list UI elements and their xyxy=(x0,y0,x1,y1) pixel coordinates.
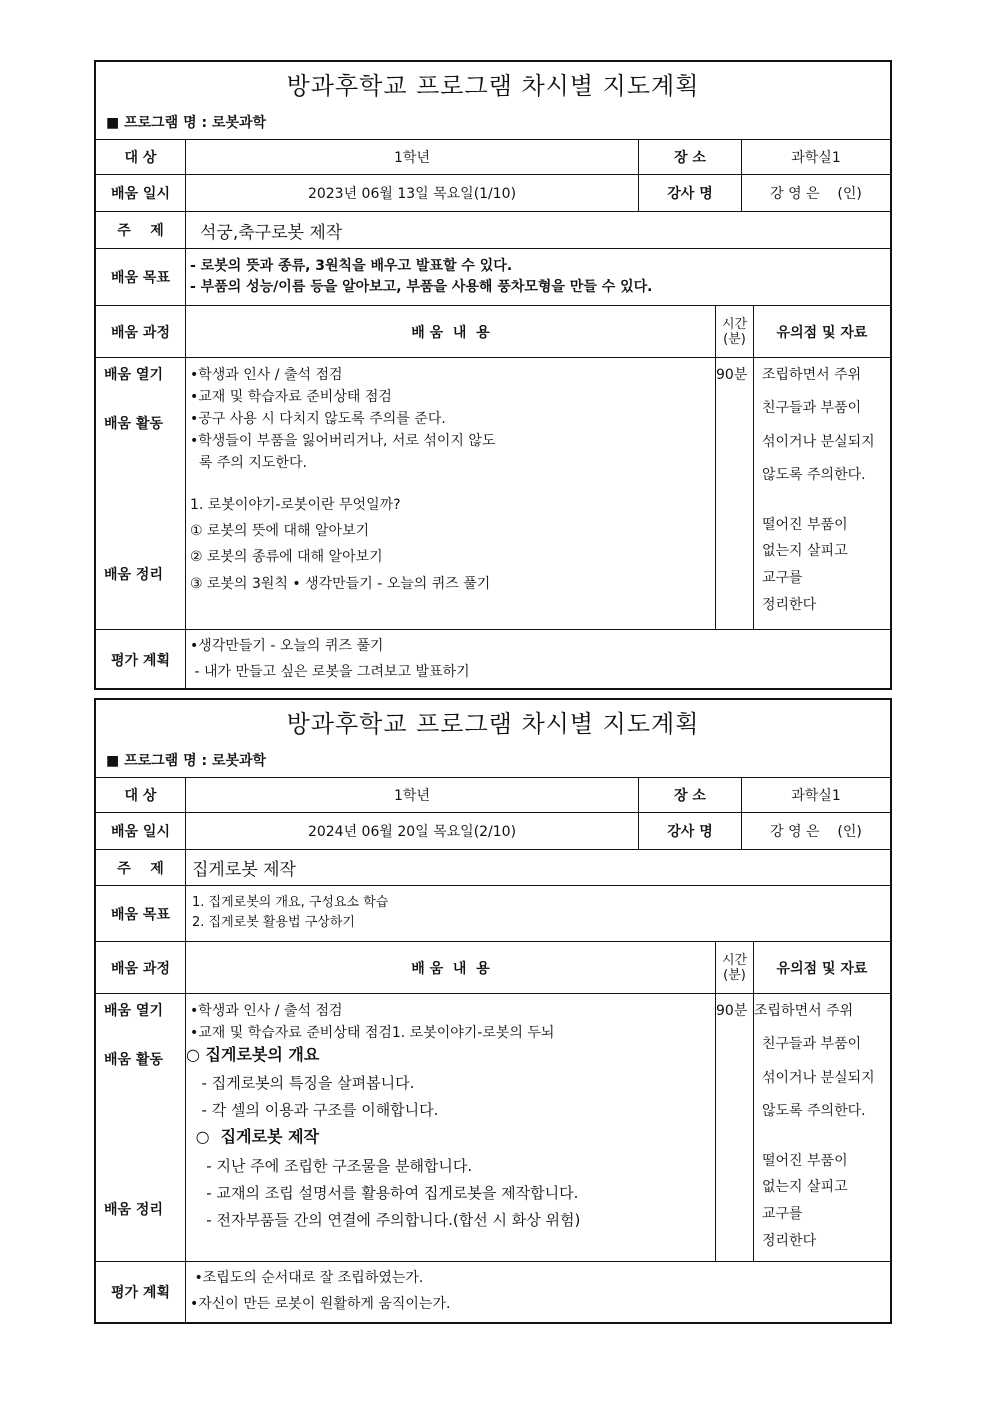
stage-activity: 배움 활동 xyxy=(104,416,163,432)
goal-line-1: - 로봇의 뜻과 종류, 3원칙을 배우고 발표할 수 있다. xyxy=(190,258,513,274)
content-line: •공구 사용 시 다치지 않도록 주의를 준다. xyxy=(190,411,446,427)
content-line: •학생과 인사 / 출석 점검 xyxy=(190,1003,343,1019)
process-header-label: 배움 과정 xyxy=(96,306,186,357)
eval-label: 평가 계획 xyxy=(96,1262,186,1322)
content-line: •교재 및 학습자료 준비상태 점검1. 로봇이야기-로봇의 두뇌 xyxy=(190,1025,555,1041)
stage-wrapup: 배움 정리 xyxy=(104,567,163,583)
time-value: 90분 xyxy=(716,367,748,383)
date-row xyxy=(96,813,890,850)
lesson-plan-1 xyxy=(94,60,892,690)
eval-row xyxy=(96,1262,890,1322)
time-header: 시간 (분) xyxy=(716,306,754,357)
plan-title: 방과후학교 프로그램 차시별 지도계획 xyxy=(286,72,700,100)
content-line: •학생과 인사 / 출석 점검 xyxy=(190,367,343,383)
content-line: ① 로봇의 뜻에 대해 알아보기 xyxy=(190,523,370,539)
note-line: 섞이거나 분실되지 xyxy=(762,1070,875,1086)
place-label: 장 소 xyxy=(639,778,742,812)
note-line: 떨어진 부품이 xyxy=(762,1153,848,1169)
goal-label: 배움 목표 xyxy=(96,249,186,305)
note-line: 없는지 살피고 xyxy=(762,1179,848,1195)
date-label: 배움 일시 xyxy=(96,175,186,211)
eval-line-1: •생각만들기 - 오늘의 퀴즈 풀기 xyxy=(190,638,384,654)
time-column xyxy=(716,358,754,629)
time-value: 90분 xyxy=(716,1003,748,1019)
content-line: - 전자부품들 간의 연결에 주의합니다.(합선 시 화상 위험) xyxy=(192,1211,581,1229)
stage-column xyxy=(96,358,186,629)
target-value: 1학년 xyxy=(186,140,639,174)
note-line: 친구들과 부품이 xyxy=(762,400,862,416)
eval-row xyxy=(96,630,890,690)
date-label: 배움 일시 xyxy=(96,813,186,849)
note-line: 않도록 주의한다. xyxy=(762,1103,866,1119)
goal-line-2: 2. 집게로봇 활용법 구상하기 xyxy=(192,915,355,930)
note-line: 친구들과 부품이 xyxy=(762,1036,862,1052)
date-row xyxy=(96,175,890,212)
process-row xyxy=(96,358,890,630)
note-line: 섞이거나 분실되지 xyxy=(762,434,875,450)
place-value: 과학실1 xyxy=(791,788,841,804)
plan-header xyxy=(96,700,890,778)
notes-header: 유의점 및 자료 xyxy=(776,960,868,977)
notes-header: 유의점 및 자료 xyxy=(776,324,868,341)
note-line: 조립하면서 주위 xyxy=(754,1003,854,1019)
note-line: 떨어진 부품이 xyxy=(762,517,848,533)
process-row xyxy=(96,994,890,1262)
process-header-row xyxy=(96,306,890,358)
content-line: - 교재의 조립 설명서를 활용하여 집게로봇을 제작합니다. xyxy=(192,1184,579,1202)
goal-row xyxy=(96,249,890,306)
target-label: 대 상 xyxy=(96,140,186,174)
content-line: - 집게로봇의 특징을 살펴봅니다. xyxy=(192,1074,415,1092)
lesson-plan-2 xyxy=(94,698,892,1324)
content-line: 록 주의 지도한다. xyxy=(190,455,307,471)
plan-header xyxy=(96,62,890,140)
process-content-header: 배 움 내 용 xyxy=(186,306,716,357)
process-content-header: 배 움 내 용 xyxy=(186,942,716,993)
target-row xyxy=(96,140,890,175)
program-name: ■ 프로그램 명 : 로봇과학 xyxy=(106,753,267,769)
content-line: •학생들이 부품을 잃어버리거나, 서로 섞이지 않도 xyxy=(190,433,496,449)
goal-label: 배움 목표 xyxy=(96,886,186,941)
program-name: ■ 프로그램 명 : 로봇과학 xyxy=(106,115,267,131)
eval-label: 평가 계획 xyxy=(96,630,186,690)
content-line: ○ 집게로봇 제작 xyxy=(190,1127,319,1146)
topic-label: 주 제 xyxy=(96,212,186,248)
content-line: ○ 집게로봇의 개요 xyxy=(186,1045,320,1064)
note-line: 교구를 xyxy=(762,570,803,586)
teacher-label: 강사 명 xyxy=(639,813,742,849)
time-column xyxy=(716,994,754,1261)
content-line: ② 로봇의 종류에 대해 알아보기 xyxy=(190,549,383,565)
goal-row xyxy=(96,886,890,942)
content-line: - 지난 주에 조립한 구조물을 분해합니다. xyxy=(192,1157,473,1175)
target-label: 대 상 xyxy=(96,778,186,812)
process-header-label: 배움 과정 xyxy=(96,942,186,993)
content-line: 1. 로봇이야기-로봇이란 무엇일까? xyxy=(190,497,401,513)
topic-value: 집게로봇 제작 xyxy=(192,860,296,880)
topic-label: 주 제 xyxy=(96,850,186,885)
note-line: 교구를 xyxy=(762,1206,803,1222)
note-line: 조립하면서 주위 xyxy=(762,367,862,383)
stage-activity: 배움 활동 xyxy=(104,1052,163,1068)
date-value: 2024년 06월 20일 목요일(2/10) xyxy=(186,813,639,849)
content-line: ③ 로봇의 3원칙 • 생각만들기 - 오늘의 퀴즈 풀기 xyxy=(190,576,491,592)
teacher-label: 강사 명 xyxy=(639,175,742,211)
place-value: 과학실1 xyxy=(791,150,841,166)
time-header: 시간 (분) xyxy=(716,942,754,993)
eval-line-2: •자신이 만든 로봇이 원활하게 움직이는가. xyxy=(190,1296,451,1312)
note-line: 정리한다 xyxy=(762,1233,817,1249)
note-line: 않도록 주의한다. xyxy=(762,467,866,483)
goal-line-1: 1. 집게로봇의 개요, 구성요소 학습 xyxy=(192,895,389,910)
goal-line-2: - 부품의 성능/이름 등을 알아보고, 부품을 사용해 풍차모형을 만들 수 있다. xyxy=(190,279,653,295)
stage-wrapup: 배움 정리 xyxy=(104,1202,163,1218)
process-header-row xyxy=(96,942,890,994)
teacher-value: 강 영 은 (인) xyxy=(770,186,862,202)
note-line: 없는지 살피고 xyxy=(762,543,848,559)
topic-row xyxy=(96,850,890,886)
content-line: - 각 셀의 이용과 구조를 이해합니다. xyxy=(192,1101,439,1119)
eval-line-2: - 내가 만들고 싶은 로봇을 그려보고 발표하기 xyxy=(190,664,470,680)
topic-value: 석궁,축구로봇 제작 xyxy=(200,222,343,243)
content-line: •교재 및 학습자료 준비상태 점검 xyxy=(190,389,392,405)
place-label: 장 소 xyxy=(639,140,742,174)
target-value: 1학년 xyxy=(186,778,639,812)
target-row xyxy=(96,778,890,813)
plan-title: 방과후학교 프로그램 차시별 지도계획 xyxy=(286,710,700,738)
topic-row xyxy=(96,212,890,249)
teacher-value: 강 영 은 (인) xyxy=(770,824,862,840)
stage-open: 배움 열기 xyxy=(104,1003,163,1019)
eval-line-1: •조립도의 순서대로 잘 조립하였는가. xyxy=(190,1270,424,1286)
note-line: 정리한다 xyxy=(762,597,817,613)
date-value: 2023년 06월 13일 목요일(1/10) xyxy=(186,175,639,211)
stage-open: 배움 열기 xyxy=(104,367,163,383)
